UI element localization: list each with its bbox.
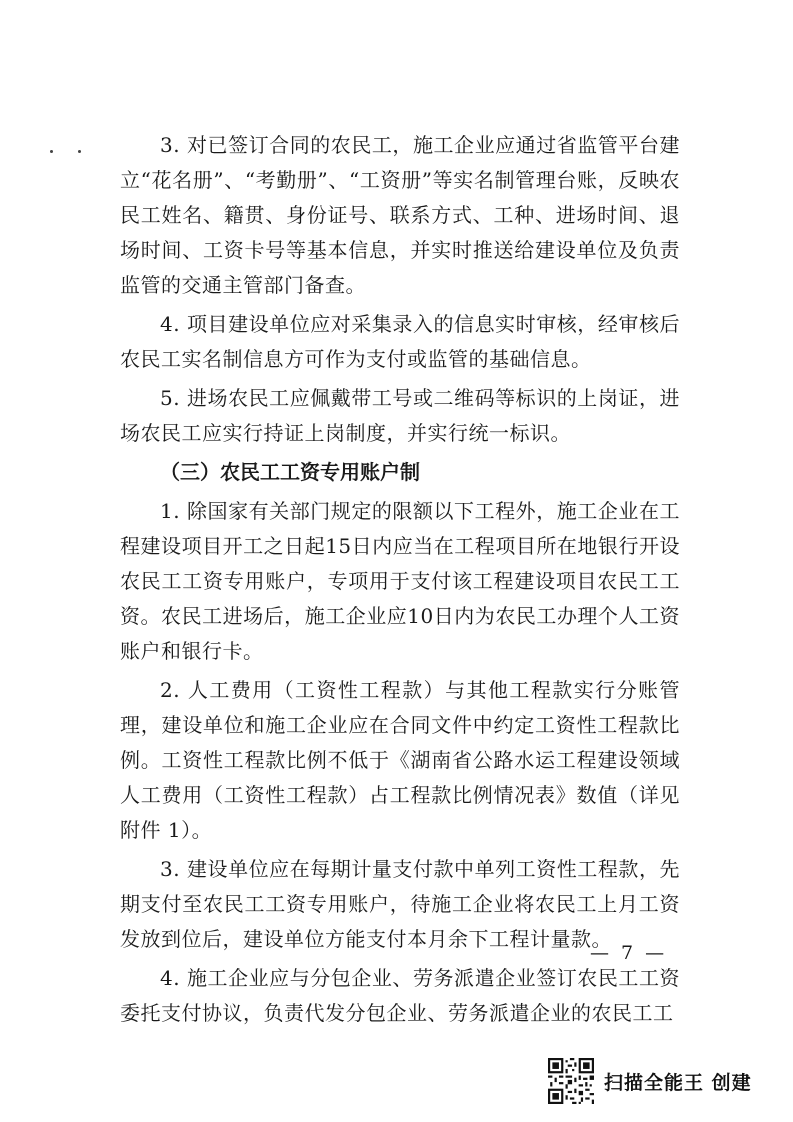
watermark-text: 扫描全能王 创建 bbox=[604, 1071, 752, 1094]
paragraph: 2. 人工费用（工资性工程款）与其他工程款实行分账管理，建设单位和施工企业应在合同文件中约定工资性工程款比例。工资性工程款比例不低于《湖南省公路水运工程建设领域人工费用（工资性工程款）占工程款比例情况表》数值（详见附件 1）。 bbox=[120, 678, 680, 842]
paragraph: 3. 建设单位应在每期计量支付款中单列工资性工程款，先期支付至农民工工资专用账户，待施工企业将农民工上月工资发放到位后，建设单位方能支付本月余下工程计量款。 bbox=[120, 857, 680, 951]
paragraph: 4. 项目建设单位应对采集录入的信息实时审核，经审核后农民工实名制信息方可作为支付或监管的基础信息。 bbox=[120, 312, 680, 371]
margin-mark bbox=[78, 150, 81, 153]
body-text bbox=[120, 128, 680, 1035]
margin-mark bbox=[50, 150, 53, 153]
page-number: — 7 — bbox=[590, 942, 668, 964]
qr-code-icon bbox=[548, 1058, 594, 1104]
scanner-watermark bbox=[548, 1058, 752, 1104]
paragraph: 5. 进场农民工应佩戴带工号或二维码等标识的上岗证，进场农民工应实行持证上岗制度，并实行统一标识。 bbox=[120, 386, 680, 445]
section-heading: （三）农民工工资专用账户制 bbox=[160, 460, 420, 484]
paragraph: 1. 除国家有关部门规定的限额以下工程外，施工企业在工程建设项目开工之日起15日内应当在工程项目所在地银行开设农民工工资专用账户，专项用于支付该工程建设项目农民工工资。农民工进场后，施工企业应10日内为农民工办理个人工资账户和银行卡。 bbox=[120, 499, 680, 663]
paragraph: 3. 对已签订合同的农民工，施工企业应通过省监管平台建立“花名册”、“考勤册”、“工资册”等实名制管理台账，反映农民工姓名、籍贯、身份证号、联系方式、工种、进场时间、退场时间、工资卡号等基本信息，并实时推送给建设单位及负责监管的交通主管部门备查。 bbox=[120, 133, 680, 297]
paragraph: 4. 施工企业应与分包企业、劳务派遣企业签订农民工工资委托支付协议，负责代发分包企业、劳务派遣企业的农民工工 bbox=[120, 966, 680, 1025]
